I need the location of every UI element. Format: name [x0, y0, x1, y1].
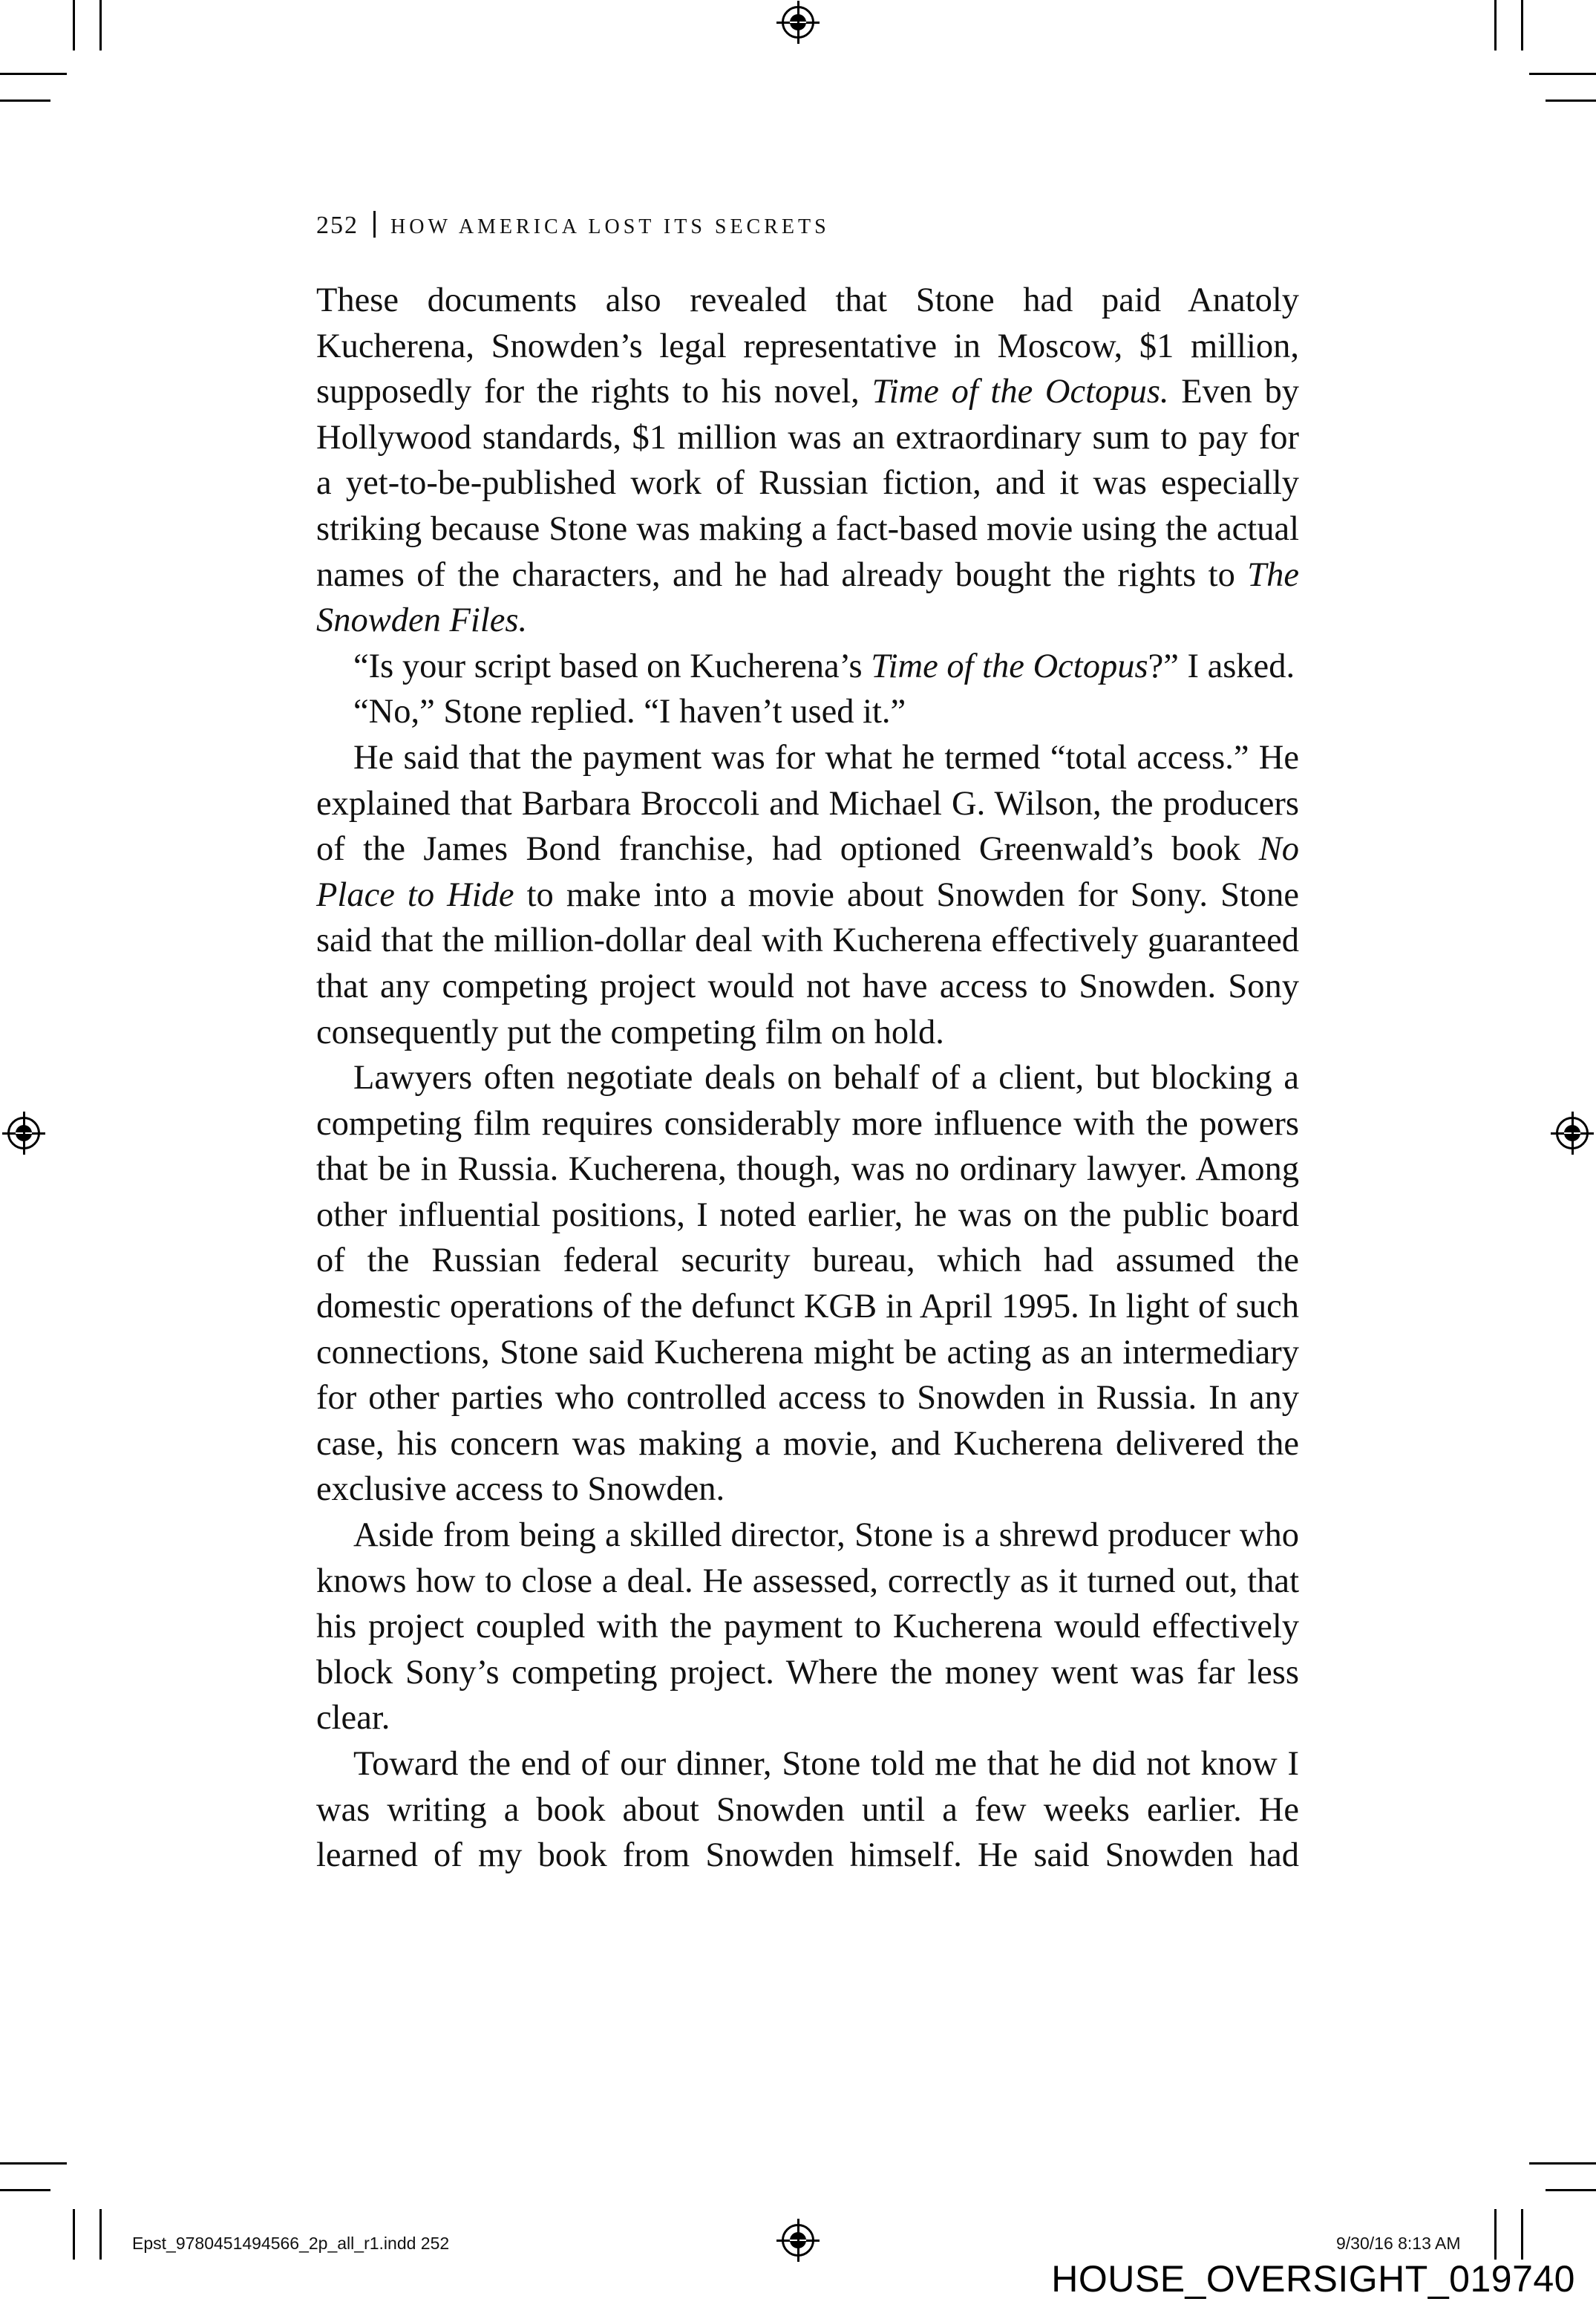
crop-mark [1546, 2189, 1596, 2191]
crop-mark [1494, 2209, 1497, 2260]
text-segment-italic: The Snowden Files. [316, 555, 1299, 640]
text-segment: “Is your script based on Kucherena’s [353, 647, 871, 685]
paragraph [316, 1513, 1299, 1741]
text-segment: Toward the end of our dinner, Stone told me that he did not know I was writing a book about Snowden until a few weeks earlier. He learned of my book from Snowden himself. He said Snowden had [316, 1745, 1299, 1875]
running-head-divider [373, 211, 376, 238]
running-head [316, 211, 830, 240]
text-segment: These documents also revealed that Stone had paid Anatoly Kucherena, Snowden’s legal representative in Moscow, $1 million, supposedly for the rights to his novel, [316, 281, 1299, 411]
crop-mark [1521, 0, 1523, 50]
text-segment-italic: Time of the Octopus. [871, 373, 1169, 411]
paragraph [316, 689, 1299, 735]
crop-mark [99, 2209, 102, 2260]
registration-mark-icon [1556, 1117, 1589, 1149]
slug-datetime: 9/30/16 8:13 AM [1336, 2234, 1461, 2253]
crop-mark [1546, 100, 1596, 102]
text-segment: He said that the payment was for what he termed “total access.” He explained that Barbara Broccoli and Michael G. Wilson, the producers of the James Bond franchise, had optioned Greenwald’s book [316, 738, 1299, 869]
text-segment-italic: No Place to Hide [316, 830, 1299, 914]
paragraph [316, 278, 1299, 644]
crop-mark [73, 2209, 75, 2260]
crop-mark [73, 0, 75, 50]
bates-stamp: HOUSE_OVERSIGHT_019740 [1051, 2258, 1575, 2300]
page-number: 252 [316, 212, 359, 239]
book-title: HOW AMERICA LOST ITS SECRETS [390, 215, 830, 238]
crop-mark [1494, 0, 1497, 50]
text-segment: Lawyers often negotiate deals on behalf of a client, but blocking a competing film requires considerably more influence with the powers that be in Russia. Kucherena, though, was no ordinary lawyer. Among other influential positions, I noted earlier, he was on the public board of the Russian federal security bureau, which had assumed the domestic operations of the defunct KGB in April 1995. In light of such connections, Stone said Kucherena might be acting as an intermediary for other parties who controlled access to Snowden in Russia. In any case, his concern was making a movie, and Kucherena delivered the exclusive access to Snowden. [316, 1059, 1299, 1509]
crop-mark [0, 73, 67, 75]
registration-mark-icon [7, 1117, 40, 1149]
text-segment-italic: Time of the Octopus [871, 647, 1148, 685]
crop-mark [1529, 2162, 1596, 2165]
crop-mark [1529, 73, 1596, 75]
paragraph [316, 1055, 1299, 1513]
text-segment: Even by Hollywood standards, $1 million was an extraordinary sum to pay for a yet-to-be-published work of Russian fiction, and it was especially striking because Stone was making a fact-based movie using the actual names of the characters, and he had already bought the rights to [316, 373, 1299, 594]
text-segment: Aside from being a skilled director, Stone is a shrewd producer who knows how to close a deal. He assessed, correctly as it turned out, that his project coupled with the payment to Kucherena would effectively block Sony’s competing project. Where the money went was far less clear. [316, 1516, 1299, 1738]
crop-mark [99, 0, 102, 50]
registration-mark-icon [782, 2224, 814, 2257]
body-text [316, 278, 1299, 1879]
paragraph [316, 644, 1299, 690]
text-segment: ?” I asked. [1148, 647, 1295, 685]
slug-filename: Epst_9780451494566_2p_all_r1.indd 252 [132, 2234, 450, 2253]
text-segment: “No,” Stone replied. “I haven’t used it.” [353, 693, 906, 731]
text-segment: to make into a movie about Snowden for Sony. Stone said that the million-dollar deal with Kucherena effectively guaranteed that any competing project would not have access to Snowden. Sony consequently put the competing film on hold. [316, 875, 1299, 1051]
crop-mark [0, 2189, 50, 2191]
registration-mark-icon [782, 6, 814, 39]
crop-mark [1521, 2209, 1523, 2260]
crop-mark [0, 2162, 67, 2165]
paragraph [316, 1741, 1299, 1879]
crop-mark [0, 100, 50, 102]
paragraph [316, 735, 1299, 1055]
